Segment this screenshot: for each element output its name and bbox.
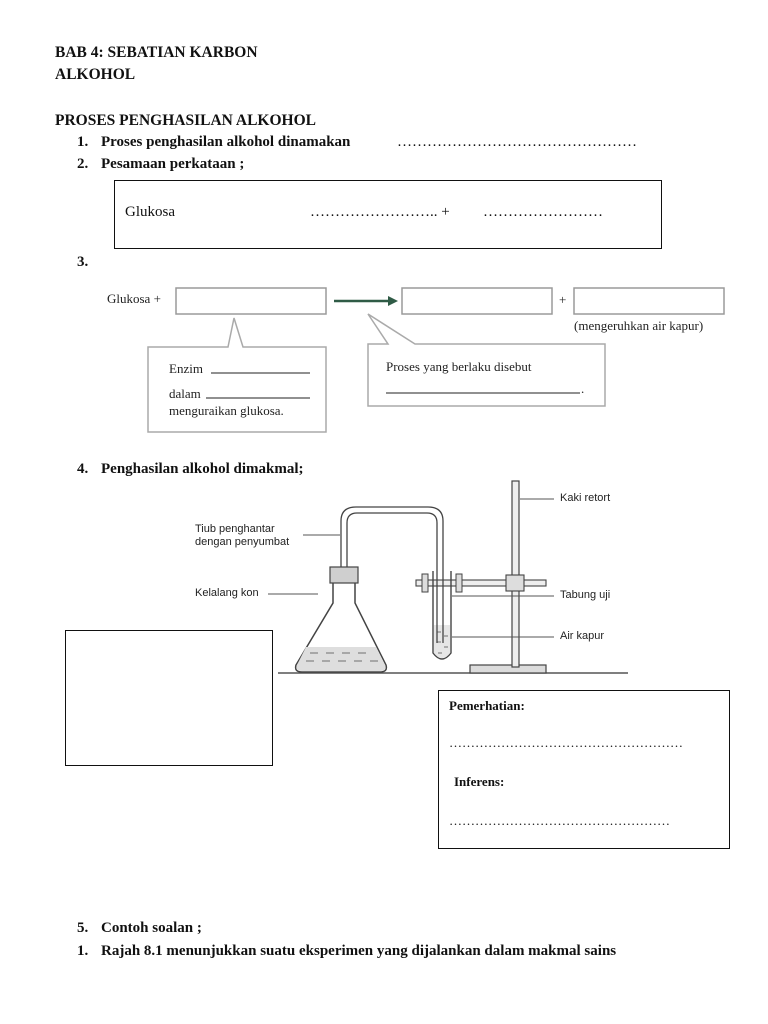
glucose-solution [297,647,386,671]
stopper [330,567,358,583]
process-period: . [581,381,585,396]
clamp-arm [416,580,546,586]
observation-blank[interactable]: ……………………………………………… [449,735,683,750]
q4-number: 4. [77,461,89,477]
flow-blank-box-2 [402,288,552,314]
question-1-text: Rajah 8.1 menunjukkan suatu eksperimen yang dijalankan dalam makmal sains [101,943,617,959]
q5-number: 5. [77,920,89,936]
retort-base [470,665,546,673]
label-delivery-tube-1: Tiub penghantar [195,523,275,535]
observation-box [438,690,730,849]
inference-blank[interactable]: …………………………………………… [449,813,670,828]
word-equation-box [114,180,662,249]
question-1-number: 1. [77,943,89,959]
limewater-note: (mengeruhkan air kapur) [574,318,704,333]
q1-number: 1. [77,134,89,150]
retort-rod [512,481,519,667]
flow-blank-box-1 [176,288,326,314]
equation-product-blank-1[interactable]: …………………….. + [310,204,450,220]
q5-text: Contoh soalan ; [101,920,202,936]
topic-heading: ALKOHOL [55,66,136,83]
section-title: PROSES PENGHASILAN ALKOHOL [55,112,316,129]
label-delivery-tube-2: dengan penyumbat [195,536,290,548]
equation-reactant: Glukosa [125,204,175,220]
flow-plus-sign: + [559,292,567,307]
q4-text: Penghasilan alkohol dimakmal; [101,461,304,477]
process-text: Proses yang berlaku disebut [386,359,532,374]
fermentation-flow-diagram [100,280,730,440]
inference-label: Inferens: [454,774,505,789]
label-retort-stand: Kaki retort [560,492,611,504]
in-label: dalam [169,386,201,401]
flow-blank-box-3 [574,288,724,314]
label-conical-flask: Kelalang kon [195,587,259,599]
q2-number: 2. [77,156,89,172]
q1-answer-blank[interactable]: ………………………………………… [397,134,637,150]
breakdown-text: menguraikan glukosa. [169,403,284,418]
chapter-heading: BAB 4: SEBATIAN KARBON [55,44,258,61]
label-test-tube: Tabung uji [560,589,611,601]
enzyme-label: Enzim [169,361,203,376]
q1-text: Proses penghasilan alkohol dinamakan [101,134,351,150]
flow-start-label: Glukosa + [107,291,161,306]
label-limewater: Air kapur [560,630,605,642]
answer-box-left[interactable] [65,630,273,766]
q2-text: Pesamaan perkataan ; [101,156,245,172]
flow-arrowhead [388,296,398,306]
q3-number: 3. [77,254,89,270]
observation-label: Pemerhatian: [449,698,525,713]
equation-product-blank-2[interactable]: …………………… [483,204,603,220]
